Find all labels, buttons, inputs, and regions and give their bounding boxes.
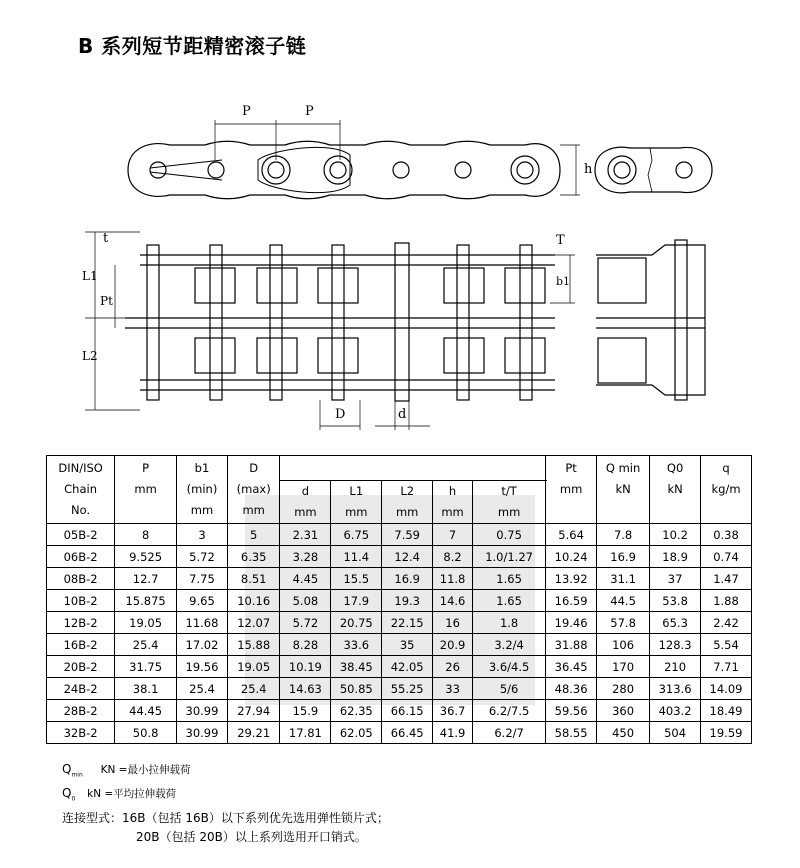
table-cell: 8 xyxy=(115,524,177,546)
t-label: t xyxy=(103,231,109,246)
table-cell: 9.65 xyxy=(177,590,228,612)
table-cell: 6.75 xyxy=(331,524,382,546)
table-cell: 19.46 xyxy=(546,612,597,634)
table-cell: 4.45 xyxy=(280,568,331,590)
table-row xyxy=(47,722,752,744)
table-cell: 16B-2 xyxy=(47,634,115,656)
table-cell: 25.4 xyxy=(115,634,177,656)
table-cell: 5/6 xyxy=(473,678,546,700)
table-cell: 6.2/7.5 xyxy=(473,700,546,722)
table-cell: 1.65 xyxy=(473,568,546,590)
table-cell: 12.07 xyxy=(227,612,280,634)
table-row xyxy=(47,612,752,634)
d-label: d xyxy=(398,407,407,422)
table-cell: 24B-2 xyxy=(47,678,115,700)
table-cell: 28B-2 xyxy=(47,700,115,722)
table-cell: 42.05 xyxy=(382,656,433,678)
table-cell: 66.15 xyxy=(382,700,433,722)
table-cell: 210 xyxy=(650,656,701,678)
table-cell: 10.2 xyxy=(650,524,701,546)
table-row xyxy=(47,524,752,546)
table-cell: 15.5 xyxy=(331,568,382,590)
table-row xyxy=(47,634,752,656)
col-L1-header: L1 mm xyxy=(331,481,382,524)
table-cell: 5.08 xyxy=(280,590,331,612)
table-cell: 3.6/4.5 xyxy=(473,656,546,678)
table-cell: 7.75 xyxy=(177,568,228,590)
table-row xyxy=(47,700,752,722)
table-cell: 58.55 xyxy=(546,722,597,744)
table-cell: 313.6 xyxy=(650,678,701,700)
col-tT-header: t/T mm xyxy=(473,481,546,524)
table-cell: 5 xyxy=(227,524,280,546)
b1-label: b1 xyxy=(556,275,571,288)
table-cell: 12.4 xyxy=(382,546,433,568)
table-cell: 17.81 xyxy=(280,722,331,744)
col-group-blank xyxy=(280,456,546,481)
col-qmin-header: Q min kN xyxy=(597,456,650,524)
table-cell: 48.36 xyxy=(546,678,597,700)
table-cell: 6.2/7 xyxy=(473,722,546,744)
notes xyxy=(62,760,389,847)
table-cell: 20B-2 xyxy=(47,656,115,678)
table-cell: 20.9 xyxy=(433,634,473,656)
table-cell: 17.9 xyxy=(331,590,382,612)
table-cell: 360 xyxy=(597,700,650,722)
col-pt-header: Pt mm xyxy=(546,456,597,524)
table-cell: 50.8 xyxy=(115,722,177,744)
table-cell: 19.3 xyxy=(382,590,433,612)
table-cell: 32B-2 xyxy=(47,722,115,744)
table-cell: 38.45 xyxy=(331,656,382,678)
table-cell: 11.8 xyxy=(433,568,473,590)
T-label: T xyxy=(556,233,565,248)
col-d-header: d mm xyxy=(280,481,331,524)
table-cell: 1.0/1.27 xyxy=(473,546,546,568)
table-cell: 59.56 xyxy=(546,700,597,722)
table-cell: 27.94 xyxy=(227,700,280,722)
table-cell: 37 xyxy=(650,568,701,590)
table-cell: 17.02 xyxy=(177,634,228,656)
table-cell: 19.05 xyxy=(227,656,280,678)
table-cell: 0.38 xyxy=(701,524,752,546)
table-cell: 9.525 xyxy=(115,546,177,568)
Pt-label: Pt xyxy=(100,294,113,308)
col-L2-header: L2 mm xyxy=(382,481,433,524)
table-cell: 05B-2 xyxy=(47,524,115,546)
table-cell: 26 xyxy=(433,656,473,678)
col-q-header: q kg/m xyxy=(701,456,752,524)
table-cell: 62.05 xyxy=(331,722,382,744)
table-cell: 44.45 xyxy=(115,700,177,722)
table-cell: 1.65 xyxy=(473,590,546,612)
table-cell: 1.8 xyxy=(473,612,546,634)
table-cell: 11.4 xyxy=(331,546,382,568)
spec-table xyxy=(46,455,752,744)
table-cell: 106 xyxy=(597,634,650,656)
table-cell: 2.31 xyxy=(280,524,331,546)
col-p-header: P mm xyxy=(115,456,177,524)
table-cell: 29.21 xyxy=(227,722,280,744)
table-cell: 16.9 xyxy=(597,546,650,568)
table-cell: 66.45 xyxy=(382,722,433,744)
table-row xyxy=(47,568,752,590)
table-cell: 22.15 xyxy=(382,612,433,634)
table-cell: 41.9 xyxy=(433,722,473,744)
table-row xyxy=(47,590,752,612)
table-cell: 3.28 xyxy=(280,546,331,568)
table-cell: 7.8 xyxy=(597,524,650,546)
table-cell: 504 xyxy=(650,722,701,744)
table-cell: 31.75 xyxy=(115,656,177,678)
table-cell: 25.4 xyxy=(227,678,280,700)
h-label: h xyxy=(584,162,593,177)
table-cell: 08B-2 xyxy=(47,568,115,590)
col-chain-header: DIN/ISO Chain No. xyxy=(47,456,115,524)
col-b1-header: b1 (min) mm xyxy=(177,456,228,524)
table-cell: 7.71 xyxy=(701,656,752,678)
table-cell: 33 xyxy=(433,678,473,700)
table-cell: 10B-2 xyxy=(47,590,115,612)
p-label-left: P xyxy=(242,104,251,119)
table-cell: 36.7 xyxy=(433,700,473,722)
table-cell: 19.59 xyxy=(701,722,752,744)
table-cell: 57.8 xyxy=(597,612,650,634)
table-cell: 33.6 xyxy=(331,634,382,656)
table-cell: 10.19 xyxy=(280,656,331,678)
table-cell: 12.7 xyxy=(115,568,177,590)
table-cell: 5.72 xyxy=(280,612,331,634)
table-cell: 16.9 xyxy=(382,568,433,590)
table-cell: 31.88 xyxy=(546,634,597,656)
table-cell: 5.72 xyxy=(177,546,228,568)
table-body xyxy=(47,524,752,744)
table-cell: 450 xyxy=(597,722,650,744)
table-cell: 280 xyxy=(597,678,650,700)
table-cell: 50.85 xyxy=(331,678,382,700)
table-cell: 06B-2 xyxy=(47,546,115,568)
L1-label: L1 xyxy=(82,269,98,283)
table-cell: 8.51 xyxy=(227,568,280,590)
col-h-header: h mm xyxy=(433,481,473,524)
table-cell: 20.75 xyxy=(331,612,382,634)
table-cell: 170 xyxy=(597,656,650,678)
table-cell: 7 xyxy=(433,524,473,546)
table-cell: 65.3 xyxy=(650,612,701,634)
D-label: D xyxy=(335,407,346,422)
table-cell: 1.47 xyxy=(701,568,752,590)
table-cell: 16.59 xyxy=(546,590,597,612)
table-cell: 35 xyxy=(382,634,433,656)
table-cell: 0.75 xyxy=(473,524,546,546)
table-cell: 53.8 xyxy=(650,590,701,612)
table-cell: 18.9 xyxy=(650,546,701,568)
table-cell: 7.59 xyxy=(382,524,433,546)
table-cell: 2.42 xyxy=(701,612,752,634)
table-cell: 14.63 xyxy=(280,678,331,700)
note-connect-1: 连接型式：16B（包括 16B）以下系列优先选用弹性锁片式； xyxy=(62,810,389,825)
table-cell: 30.99 xyxy=(177,722,228,744)
table-cell: 12B-2 xyxy=(47,612,115,634)
table-row xyxy=(47,656,752,678)
L2-label: L2 xyxy=(82,349,98,363)
table-cell: 31.1 xyxy=(597,568,650,590)
table-cell: 15.9 xyxy=(280,700,331,722)
table-cell: 10.16 xyxy=(227,590,280,612)
col-q0-header: Q0 kN xyxy=(650,456,701,524)
table-cell: 38.1 xyxy=(115,678,177,700)
table-cell: 19.05 xyxy=(115,612,177,634)
table-cell: 25.4 xyxy=(177,678,228,700)
table-cell: 36.45 xyxy=(546,656,597,678)
table-cell: 6.35 xyxy=(227,546,280,568)
table-row xyxy=(47,546,752,568)
table-cell: 0.74 xyxy=(701,546,752,568)
table-cell: 15.875 xyxy=(115,590,177,612)
table-cell: 55.25 xyxy=(382,678,433,700)
table-cell: 8.28 xyxy=(280,634,331,656)
table-cell: 14.09 xyxy=(701,678,752,700)
table-cell: 14.6 xyxy=(433,590,473,612)
table-cell: 15.88 xyxy=(227,634,280,656)
note-qmin: $Q_{min}$ KN =最小拉伸载荷 xyxy=(62,762,191,779)
table-cell: 3.2/4 xyxy=(473,634,546,656)
table-cell: 16 xyxy=(433,612,473,634)
page-title: B 系列短节距精密滚子链 xyxy=(78,34,307,58)
table-cell: 5.54 xyxy=(701,634,752,656)
table-cell: 3 xyxy=(177,524,228,546)
table-cell: 8.2 xyxy=(433,546,473,568)
col-D-header: D (max) mm xyxy=(227,456,280,524)
table-cell: 19.56 xyxy=(177,656,228,678)
table-header-row xyxy=(47,456,752,481)
table-cell: 1.88 xyxy=(701,590,752,612)
table-cell: 44.5 xyxy=(597,590,650,612)
table-cell: 10.24 xyxy=(546,546,597,568)
table-cell: 18.49 xyxy=(701,700,752,722)
table-cell: 5.64 xyxy=(546,524,597,546)
note-q0: $Q_0$ kN =平均拉伸载荷 xyxy=(62,786,177,803)
table-cell: 13.92 xyxy=(546,568,597,590)
note-connect-2: 20B（包括 20B）以上系列选用开口销式。 xyxy=(136,829,367,844)
table-cell: 62.35 xyxy=(331,700,382,722)
table-cell: 403.2 xyxy=(650,700,701,722)
table-cell: 30.99 xyxy=(177,700,228,722)
table-row xyxy=(47,678,752,700)
table-cell: 128.3 xyxy=(650,634,701,656)
table-cell: 11.68 xyxy=(177,612,228,634)
p-label-right: P xyxy=(305,104,314,119)
